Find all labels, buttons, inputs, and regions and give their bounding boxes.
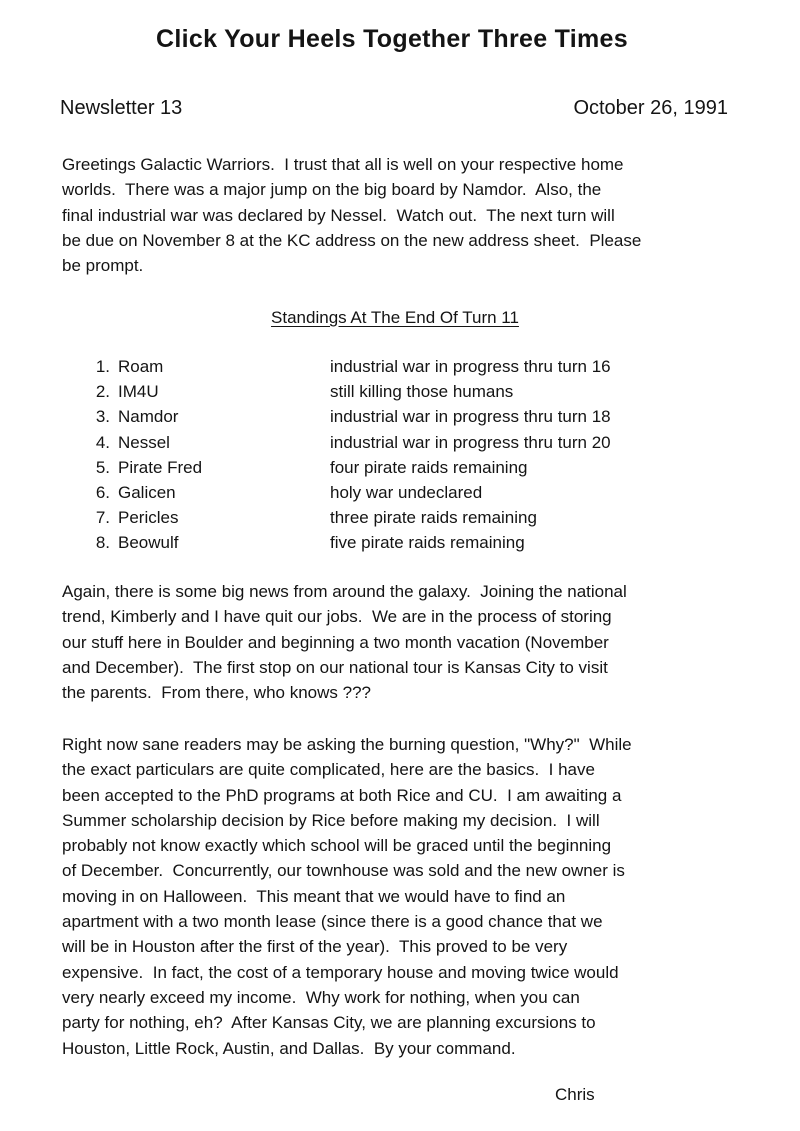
newsletter-date: October 26, 1991 (573, 97, 728, 119)
explanation-line: been accepted to the PhD programs at both Rice and CU. I am awaiting a (62, 785, 622, 805)
standings-player: Pericles (118, 508, 179, 528)
standings-player: IM4U (118, 382, 159, 402)
intro-paragraph (62, 152, 762, 278)
standings-rank: 8. (95, 533, 110, 553)
explanation-line: apartment with a two month lease (since there is a good chance that we (62, 912, 603, 932)
explanation-line: moving in on Halloween. This meant that we would have to find an (62, 886, 566, 906)
standings-status: holy war undeclared (330, 482, 483, 502)
standings-player: Galicen (118, 482, 176, 502)
standings-row (0, 530, 800, 555)
news-line: trend, Kimberly and I have quit our jobs. We are in the process of storing (62, 607, 612, 627)
standings-row (0, 455, 800, 480)
explanation-line: party for nothing, eh? After Kansas City, we are planning excursions to (62, 1013, 596, 1033)
explanation-line: Right now sane readers may be asking the burning question, "Why?" While (62, 735, 632, 754)
explanation-line: Summer scholarship decision by Rice before making my decision. I will (62, 810, 600, 830)
standings-rank: 5. (95, 457, 110, 477)
standings-rank: 4. (95, 432, 110, 452)
standings-rank: 6. (95, 482, 110, 502)
intro-line: be due on November 8 at the KC address on the new address sheet. Please (62, 230, 642, 250)
explanation-line: will be in Houston after the first of the year). This proved to be very (62, 937, 568, 957)
explanation-paragraph (62, 732, 762, 1061)
standings-heading-text: Standings At The End Of Turn 11 (271, 308, 519, 327)
standings-status: five pirate raids remaining (330, 533, 525, 553)
standings-row (0, 430, 800, 455)
standings-row (0, 354, 800, 379)
standings-player: Nessel (118, 432, 170, 452)
explanation-line: of December. Concurrently, our townhouse was sold and the new owner is (62, 861, 625, 881)
standings-row (0, 379, 800, 404)
standings-rank: 1. (95, 357, 110, 376)
standings-player: Roam (118, 357, 164, 376)
standings-status: industrial war in progress thru turn 18 (330, 407, 611, 427)
news-line: and December). The first stop on our national tour is Kansas City to visit (62, 657, 608, 677)
explanation-line: the exact particulars are quite complicated, here are the basics. I have (62, 760, 595, 780)
intro-line: Greetings Galactic Warriors. I trust that all is well on your respective home (62, 155, 624, 174)
standings-status: three pirate raids remaining (330, 508, 537, 528)
news-line: our stuff here in Boulder and beginning a two month vacation (November (62, 632, 609, 652)
intro-line: worlds. There was a major jump on the big board by Namdor. Also, the (62, 180, 602, 200)
news-line: Again, there is some big news from around the galaxy. Joining the national (62, 582, 627, 601)
signature: Chris (555, 1085, 595, 1104)
standings-rank: 7. (95, 508, 110, 528)
standings-heading (0, 305, 790, 331)
standings-status: industrial war in progress thru turn 20 (330, 432, 611, 452)
standings-rank: 3. (95, 407, 110, 427)
explanation-line: probably not know exactly which school will be graced until the beginning (62, 836, 612, 856)
intro-line: final industrial war was declared by Nessel. Watch out. The next turn will (62, 205, 615, 225)
standings-player: Beowulf (118, 533, 179, 553)
intro-line: be prompt. (62, 256, 144, 276)
newsletter-number: Newsletter 13 (60, 97, 183, 119)
standings-status: four pirate raids remaining (330, 457, 528, 477)
explanation-line: very nearly exceed my income. Why work for nothing, when you can (62, 987, 580, 1007)
explanation-line: Houston, Little Rock, Austin, and Dallas. By your command. (62, 1038, 516, 1058)
standings-player: Namdor (118, 407, 179, 427)
standings-row (0, 505, 800, 530)
standings-list (0, 354, 800, 556)
newsletter-title: Click Your Heels Together Three Times (156, 25, 628, 53)
standings-row (0, 480, 800, 505)
standings-status: still killing those humans (330, 382, 514, 402)
standings-status: industrial war in progress thru turn 16 (330, 357, 611, 376)
explanation-line: expensive. In fact, the cost of a temporary house and moving twice would (62, 962, 619, 982)
news-line: the parents. From there, who knows ??? (62, 683, 371, 703)
standings-rank: 2. (95, 382, 110, 402)
standings-row (0, 404, 800, 429)
standings-player: Pirate Fred (118, 457, 203, 477)
news-paragraph (62, 579, 762, 705)
